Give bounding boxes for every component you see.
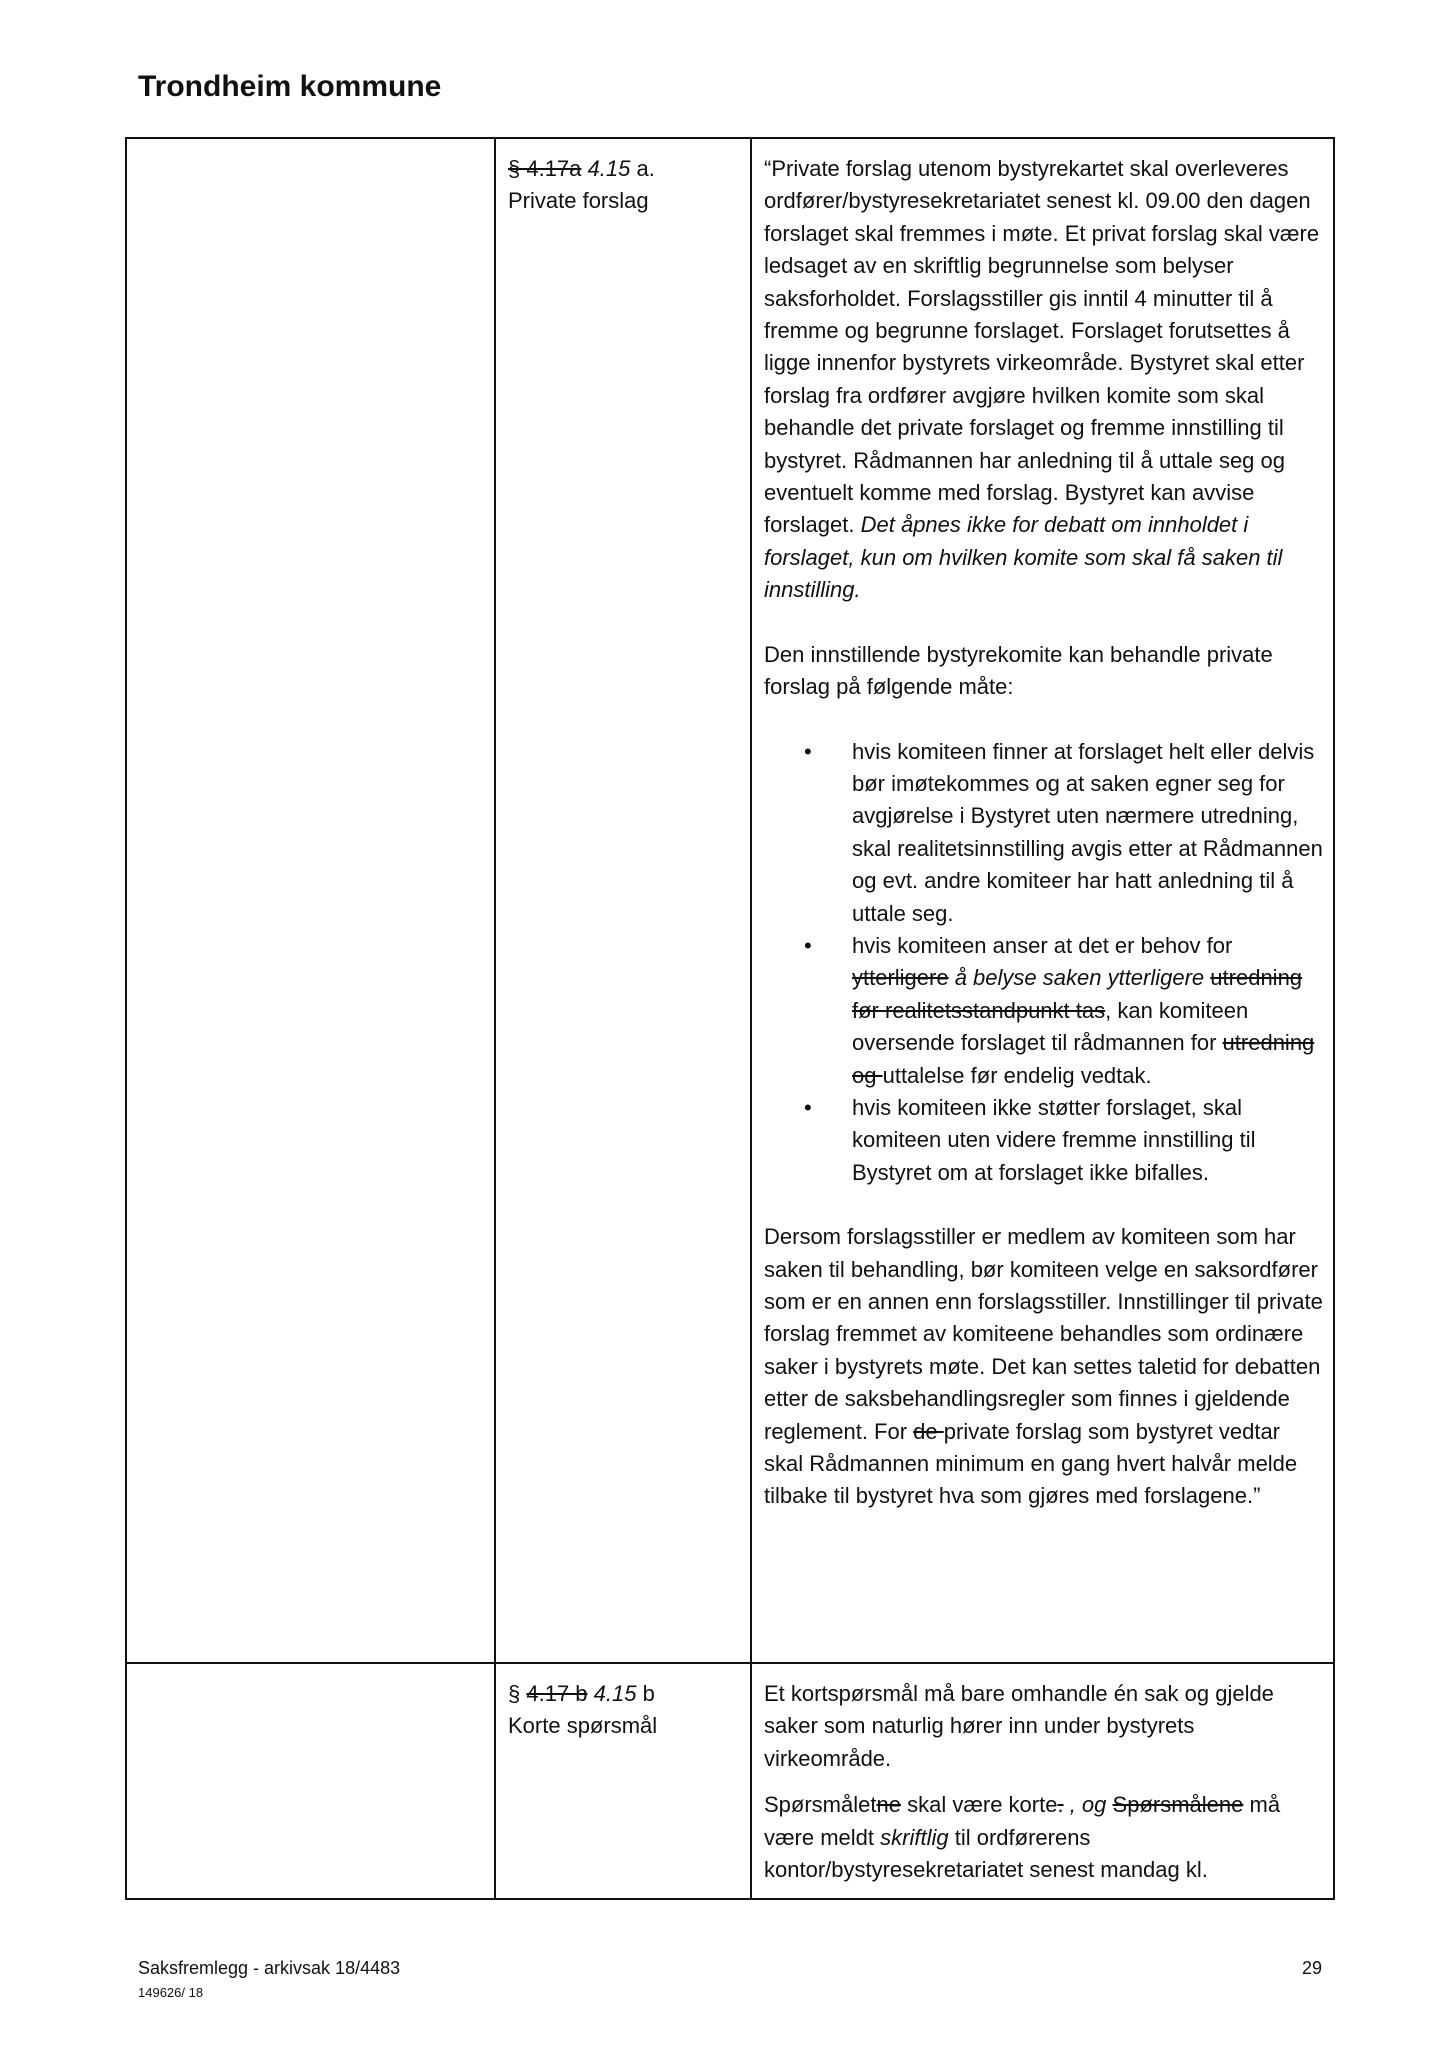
footer-document-number: 149626/ 18 (138, 1985, 204, 2000)
struck-text: Spørsmålene (1112, 1792, 1244, 1818)
bullet-icon: • (804, 932, 812, 958)
section-text-cell (751, 1663, 1334, 1899)
empty-cell (126, 138, 495, 1663)
section-number: § 4.17 b 4.15 b (508, 1681, 655, 1706)
page-number: 29 (1302, 1958, 1323, 1978)
struck-text: utredning før realitetsstandpunkt tas (852, 965, 1303, 1023)
paragraph: Den innstillende bystyrekomite kan behandle private forslag på følgende måte: (764, 641, 1273, 700)
page-header-title: Trondheim kommune (138, 70, 442, 103)
struck-text: utredning og (852, 1030, 1315, 1088)
section-text-cell (751, 138, 1334, 1663)
paragraph: Dersom forslagsstiller er medlem av komiteen som har saken til behandling, bør komiteen velge en saksordfører som er en annen enn forslagsstiller. Innstillinger til private forslag fremmet av komiteene behandles som ordinære saker i bystyrets møte. Det kan settes taletid for debatten etter de saksbehandlingsregler som finnes i gjeldende reglement. For de private forslag som bystyret vedtar skal Rådmannen minimum en gang hvert halvår melde tilbake til bystyret hva som gjøres med forslagene.” (764, 1224, 1323, 1509)
table-row (126, 1663, 1334, 1899)
paragraph: Spørsmåletne skal være korte. , og Spørsmålene må være meldt skriftlig til ordførerens kontor/bystyresekretariatet senest mandag kl. (764, 1792, 1281, 1883)
bullet-icon: • (804, 738, 812, 764)
section-number: § 4.17a 4.15 a. (508, 156, 655, 181)
struck-text: . (1057, 1792, 1064, 1818)
italic-insert: 4.15 (581, 156, 631, 181)
bullet-icon: • (804, 1094, 812, 1120)
list-item: • hvis komiteen finner at forslaget helt eller delvis bør imøtekommes og at saken egner seg for avgjørelse i Bystyret uten nærmere utredning, skal realitetsinnstilling avgis etter at Rådmannen og evt. andre komiteer har hatt anledning til å uttale seg. (764, 736, 1323, 930)
struck-text: de (913, 1418, 944, 1444)
paragraph: Et kortspørsmål må bare omhandle én sak og gjelde saker som naturlig hører inn under bystyrets virkeområde. (764, 1681, 1274, 1771)
struck-text: ytterligere (852, 965, 949, 991)
section-ref-cell (495, 138, 751, 1663)
section-ref-cell (495, 1663, 751, 1899)
italic-insert: Det åpnes ikke for debatt om innholdet i forslaget, kun om hvilken komite som skal få saken til innstilling. (764, 512, 1283, 603)
regulation-table (125, 137, 1335, 1900)
italic-insert: , og (1063, 1792, 1107, 1818)
section-subject: Private forslag (508, 188, 649, 214)
struck-text: ne (876, 1792, 901, 1818)
italic-insert: å belyse saken ytterligere (948, 965, 1205, 991)
struck-text: 4.17 b (526, 1681, 588, 1706)
paragraph: “Private forslag utenom bystyrekartet skal overleveres ordfører/bystyresekretariatet senest kl. 09.00 den dagen forslaget skal fremmes i møte. Et privat forslag skal være ledsaget av en skriftlig begrunnelse som belyser saksforholdet. Forslagsstiller gis inntil 4 minutter til å fremme og begrunne forslaget. Forslaget forutsettes å ligge innenfor bystyrets virkeområde. Bystyret skal etter forslag fra ordfører avgjøre hvilken komite som skal behandle det private forslaget og fremme innstilling til bystyret. Rådmannen har anledning til å uttale seg og eventuelt komme med forslag. Bystyret kan avvise forslaget. Det åpnes ikke for debatt om innholdet i forslaget, kun om hvilken komite som skal få saken til innstilling. (764, 156, 1320, 603)
empty-cell (126, 1663, 495, 1899)
struck-text: § 4.17a (508, 156, 582, 181)
italic-insert: skriftlig (880, 1824, 949, 1850)
footer-case-reference: Saksfremlegg - arkivsak 18/4483 (138, 1958, 401, 1978)
table-row (126, 138, 1334, 1663)
list-item: • hvis komiteen anser at det er behov for ytterligere å belyse saken ytterligere utredning før realitetsstandpunkt tas, kan komiteen oversende forslaget til rådmannen for utredning og uttalelse før endelig vedtak. (764, 930, 1323, 1092)
section-subject: Korte spørsmål (508, 1713, 658, 1739)
italic-insert: 4.15 (587, 1681, 637, 1706)
bullet-list (764, 736, 1323, 1190)
list-item: • hvis komiteen ikke støtter forslaget, skal komiteen uten videre fremme innstilling til Bystyret om at forslaget ikke bifalles. (764, 1092, 1323, 1189)
